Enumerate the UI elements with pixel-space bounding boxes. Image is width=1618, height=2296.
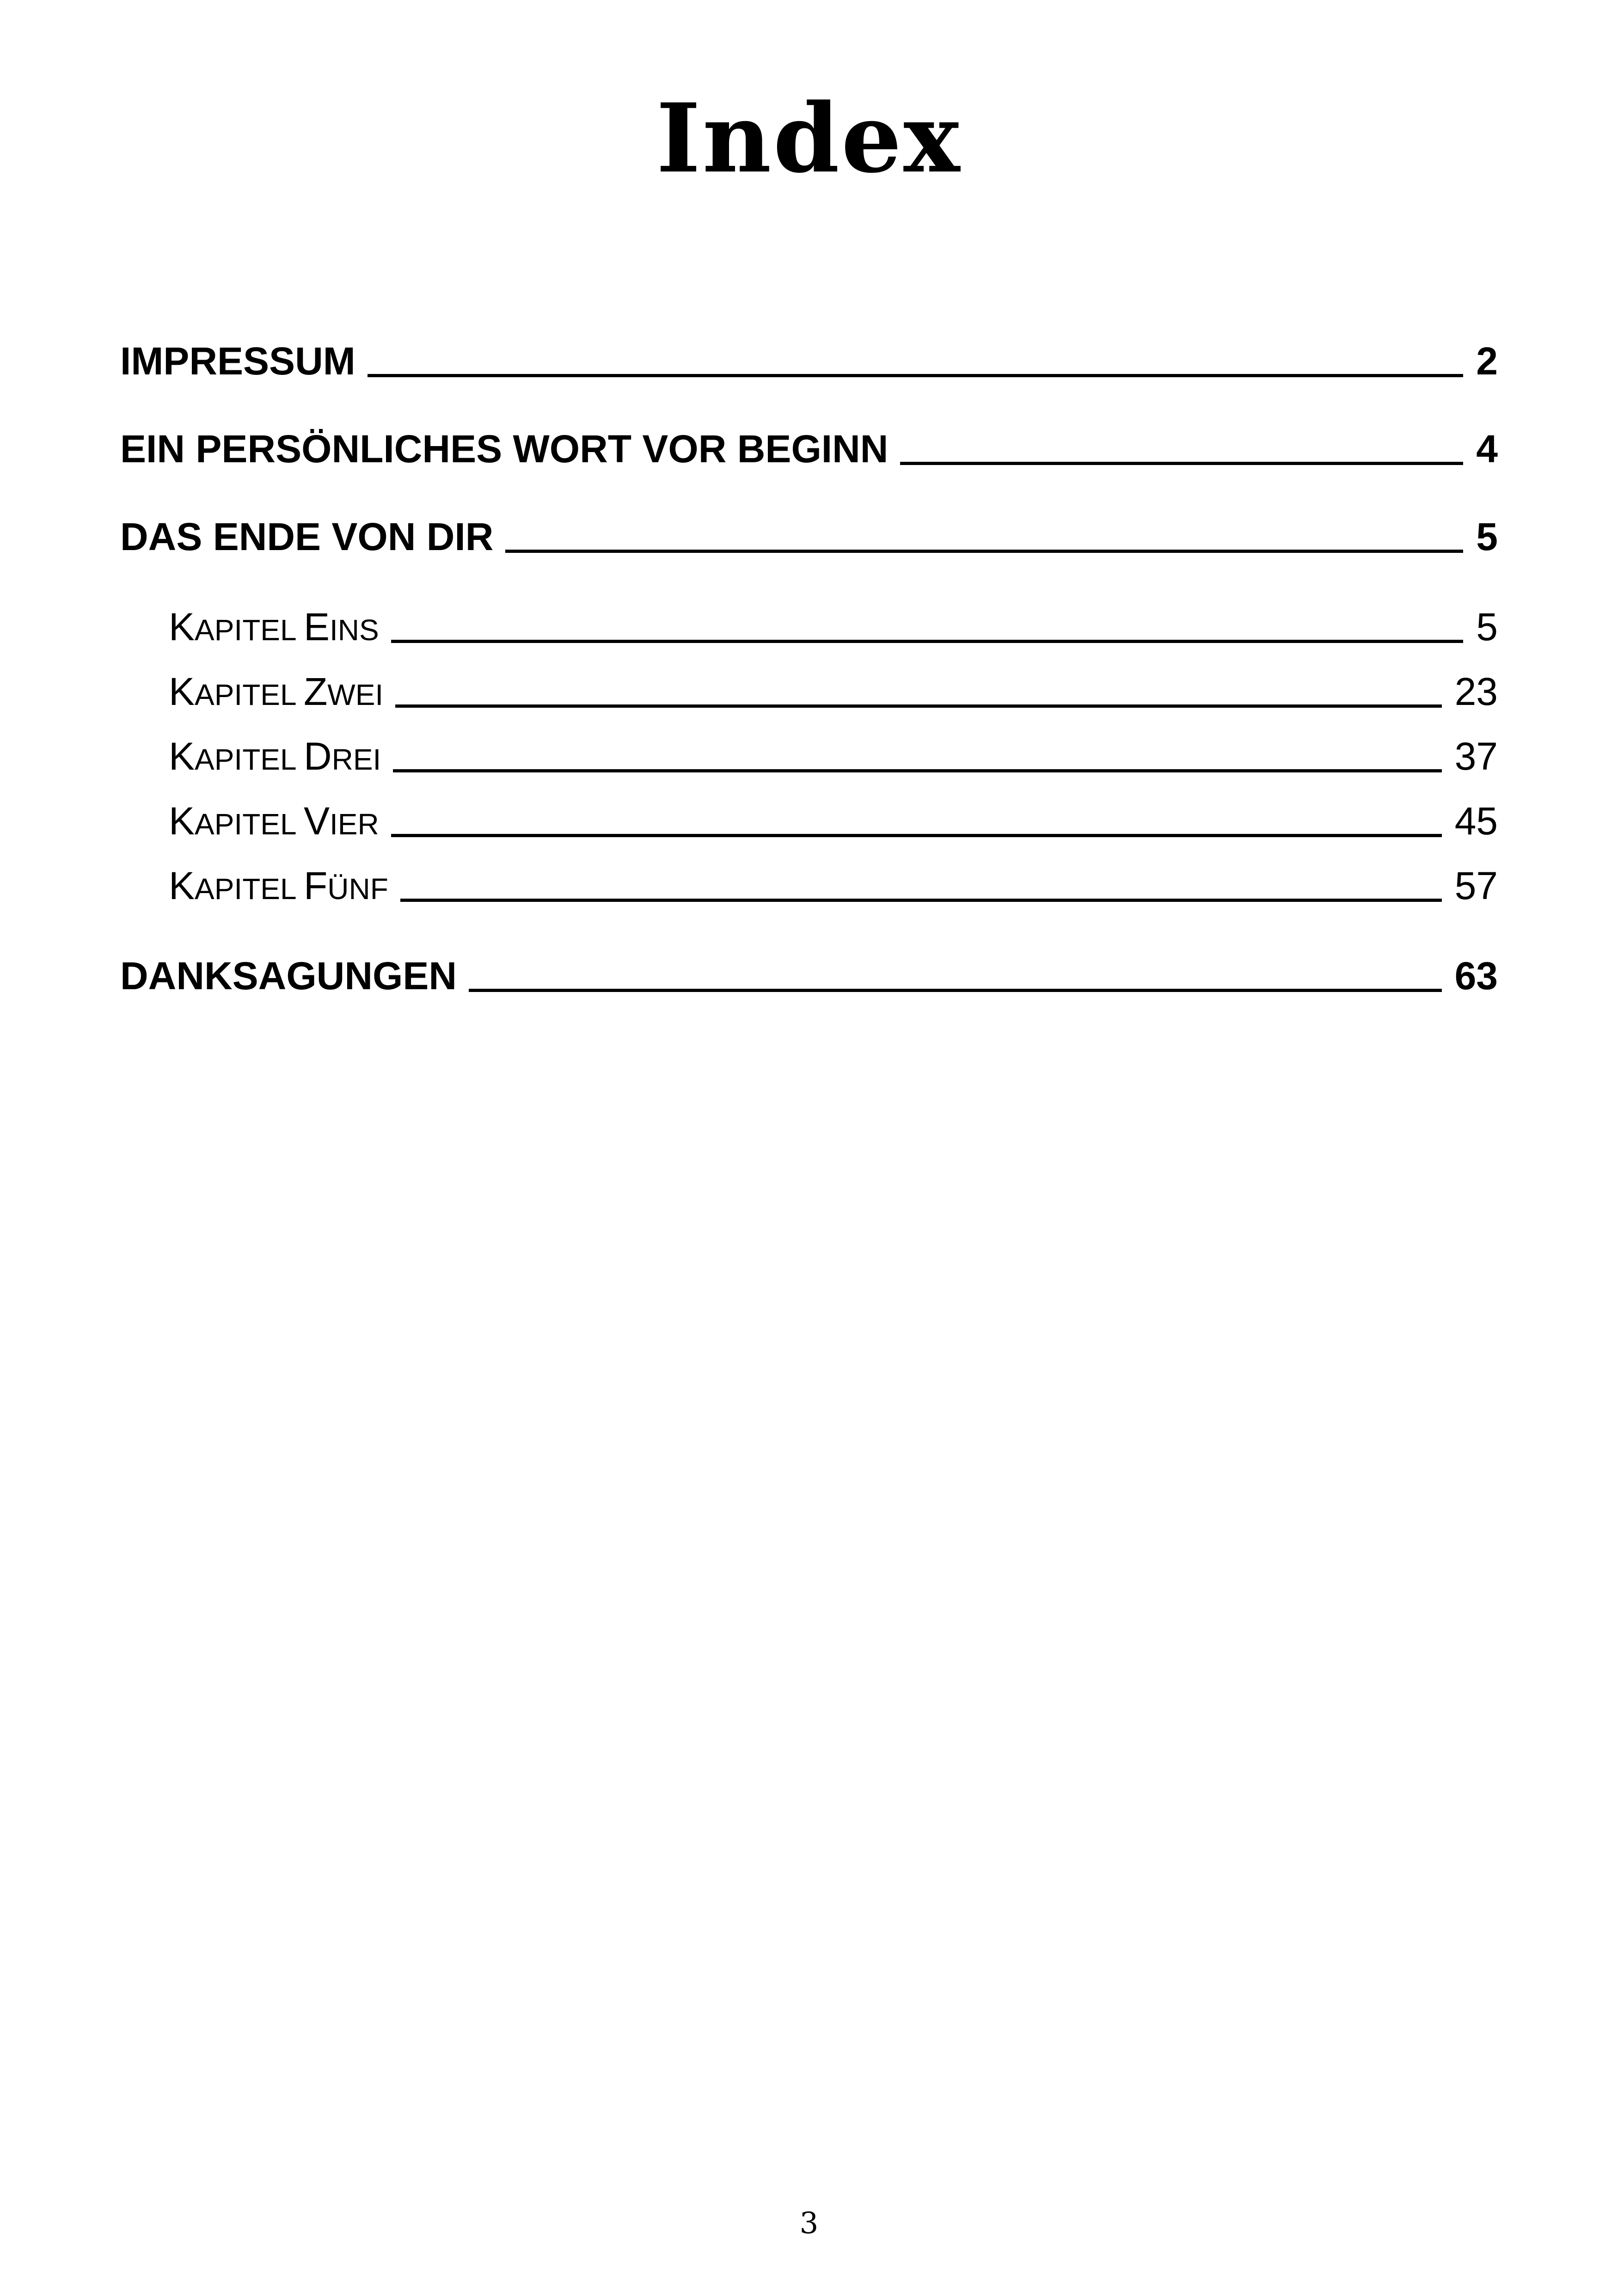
toc-entry-label: DANKSAGUNGEN [120,954,457,998]
toc-entry-page: 5 [1476,515,1498,558]
leader-line [391,640,1464,643]
leader-line [395,704,1441,708]
toc-entry-page: 5 [1476,605,1498,649]
toc-entry-page: 2 [1476,339,1498,383]
toc-entry-label: DAS ENDE VON DIR [120,515,494,558]
leader-line [469,989,1442,992]
toc-entry-das-ende-von-dir[interactable] [120,508,1498,559]
toc-entry-page: 57 [1454,864,1498,907]
toc-entry-persoenliches-wort[interactable] [120,421,1498,471]
toc-entry-page: 63 [1454,954,1498,998]
toc-entry-kapitel-eins[interactable] [169,599,1498,649]
toc-entry-kapitel-drei[interactable] [169,728,1498,779]
toc-entry-label: IMPRESSUM [120,339,355,383]
toc-entry-danksagungen[interactable] [120,948,1498,998]
leader-line [505,550,1463,553]
toc-entry-kapitel-zwei[interactable] [169,663,1498,714]
leader-line [391,834,1442,837]
page-title: Index [656,83,962,194]
toc-entry-label: KAPITEL FÜNF [169,864,388,907]
toc-entry-label: EIN PERSÖNLICHES WORT VOR BEGINN [120,427,889,471]
toc-entry-page: 37 [1454,735,1498,778]
leader-line [400,899,1442,902]
toc-entry-page: 23 [1454,670,1498,713]
toc-entry-label: KAPITEL DREI [169,735,381,778]
leader-line [368,374,1464,377]
toc-entry-kapitel-fuenf[interactable] [169,857,1498,908]
toc-entry-label: KAPITEL ZWEI [169,670,384,713]
toc-entry-label: KAPITEL EINS [169,605,379,649]
toc-entry-label: KAPITEL VIER [169,799,379,843]
toc-entry-page: 45 [1454,799,1498,843]
toc-entry-impressum[interactable] [120,333,1498,384]
leader-line [393,769,1441,772]
page-number: 3 [799,2206,819,2241]
toc-entry-kapitel-vier[interactable] [169,793,1498,844]
leader-line [900,462,1463,465]
toc-entry-page: 4 [1476,427,1498,471]
